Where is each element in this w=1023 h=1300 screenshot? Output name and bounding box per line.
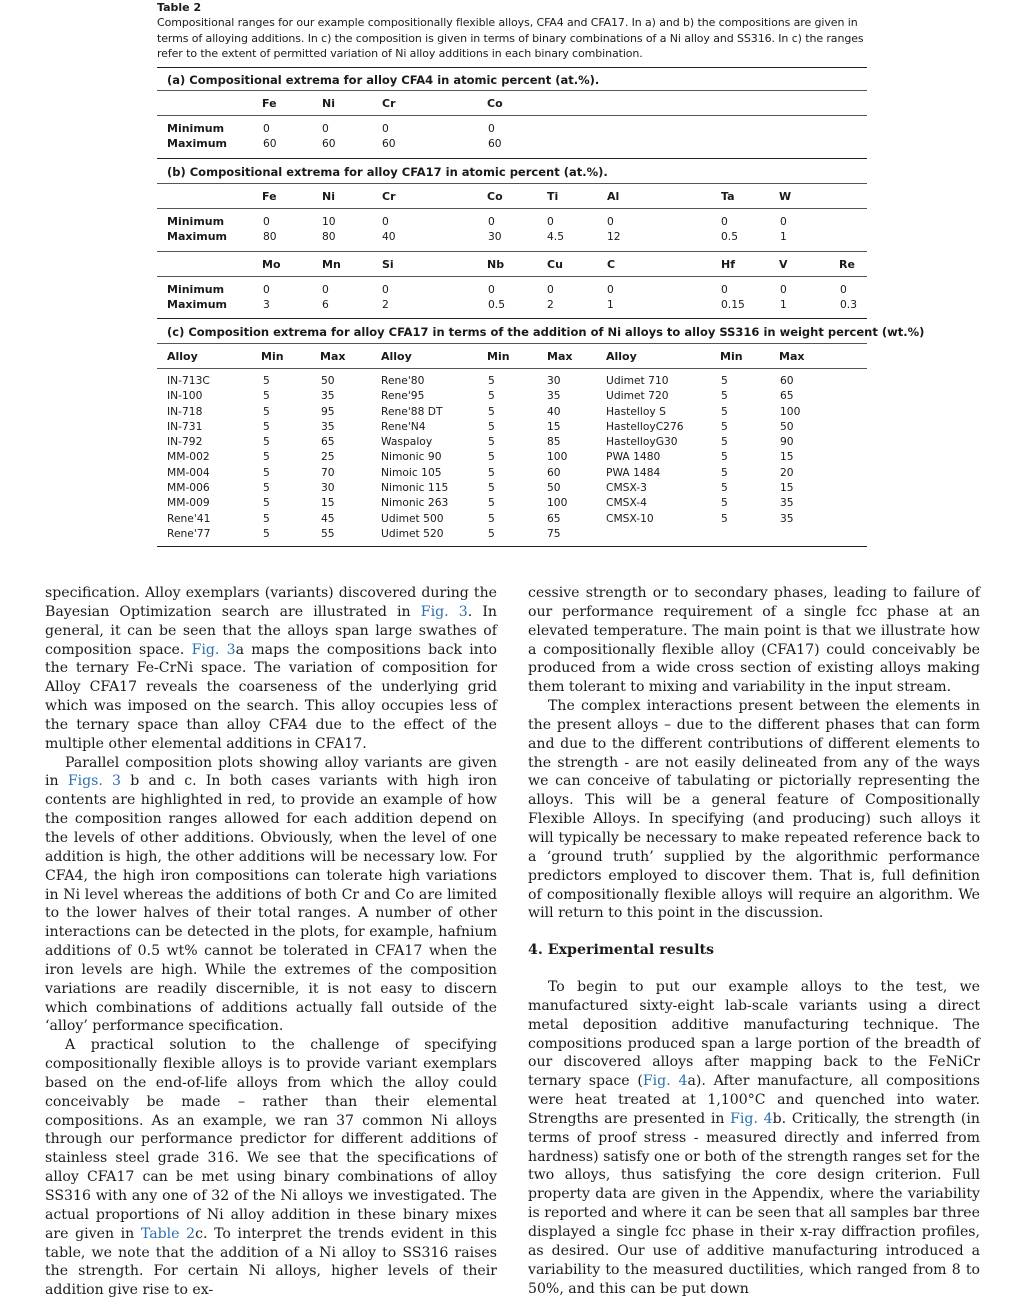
col-header: V <box>779 258 788 271</box>
cell: 0 <box>547 215 554 228</box>
cell: 1 <box>780 298 787 311</box>
rule <box>157 158 867 159</box>
row-label: Maximum <box>167 298 227 311</box>
rule <box>157 183 867 184</box>
alloy-name: Nimonic 90 <box>381 450 442 464</box>
cell: 4.5 <box>547 230 564 243</box>
max-value: 65 <box>321 435 335 449</box>
max-column <box>780 373 800 526</box>
cell: 1 <box>780 230 787 243</box>
cell: 60 <box>488 137 502 150</box>
max-value: 50 <box>321 374 335 387</box>
max-value: 15 <box>547 419 561 433</box>
cell: 0 <box>607 215 614 228</box>
col-header: Mo <box>262 258 281 271</box>
alloy-name: IN-713C <box>167 374 210 387</box>
cell: 1 <box>607 298 614 311</box>
cell: 80 <box>263 230 277 243</box>
cell: 10 <box>322 215 336 228</box>
cell: 0 <box>382 215 389 228</box>
max-value: 35 <box>321 389 335 403</box>
cell: 0 <box>322 283 329 296</box>
table-number: Table 2 <box>157 1 202 14</box>
cell: 0.15 <box>721 298 745 311</box>
figure-link[interactable]: Fig. 3 <box>420 603 468 620</box>
max-value: 50 <box>780 419 794 433</box>
min-value: 5 <box>488 389 495 403</box>
rule <box>157 276 867 277</box>
alloy-name: MM-009 <box>167 496 210 510</box>
text-run: b. Critically, the strength (in terms of proof stress - measured directly and inferred from hardness) satisfy one or both of the strength ranges set for the two alloys, thus satisfying the core design criterion. Full property data are given in the Appendix, where the variability is reported and where it can be seen that all samples bar three displayed a single fcc phase in their x-ray diffraction profiles, as desired. Our use of additive manufacturing introduced a variability to the measured ductilities, which ranged from 8 to 50%, and this can be put down <box>528 1110 980 1297</box>
max-value: 100 <box>547 450 568 464</box>
table-link[interactable]: Table 2 <box>140 1225 196 1242</box>
col-header: Fe <box>262 97 277 110</box>
cell: 0 <box>488 283 495 296</box>
cell: 0 <box>780 283 787 296</box>
text-run: . In general, it can be seen that the alloys span large swathes of composition space. <box>45 603 497 658</box>
alloy-name: HastelloyG30 <box>606 435 678 449</box>
row-label: Minimum <box>167 215 225 228</box>
min-column <box>721 373 728 526</box>
rule <box>157 368 867 369</box>
paragraph: cessive strength or to secondary phases, leading to failure of our performance requirement of a single fcc phase at an elevated temperature. The main point is that we illustrate how a compositionally flexible alloy (CFA17) could conceivably be produced from a wide cross section of existing alloys making them tolerant to mixing and variability in the input stream. <box>528 585 980 696</box>
max-value: 65 <box>547 511 561 525</box>
alloy-column <box>606 373 684 526</box>
max-value: 60 <box>780 374 794 387</box>
min-value: 5 <box>721 374 728 387</box>
section-a-title: (a) Compositional extrema for alloy CFA4 in atomic percent (at.%). <box>167 73 600 87</box>
max-value: 65 <box>780 389 794 403</box>
row-label: Maximum <box>167 137 227 150</box>
max-value: 35 <box>321 419 335 433</box>
row-label: Maximum <box>167 230 227 243</box>
text-run: b and c. In both cases variants with high iron contents are highlighted in red, to provide an example of how the composition ranges allowed for each addition depend on the levels of other additions. Obviously, when the level of one addition is high, the other additions will be necessary low. For CFA4, the high iron compositions can tolerate high variations in Ni level whereas the additions of both Cr and Co are limited to the lower halves of their total ranges. A number of other interactions can be detected in the plots, for example, hafnium additions of 0.5 wt% cannot be tolerated in CFA17 when the iron levels are high. While the extremes of the composition variations are readily discernible, it is not easy to discern which combinations of additions actually fall outside of the ‘alloy’ performance specification. <box>45 773 497 1035</box>
max-value: 15 <box>780 481 794 495</box>
col-header: Max <box>779 350 805 363</box>
paragraph <box>45 584 497 754</box>
min-value: 5 <box>488 450 495 464</box>
min-value: 5 <box>263 419 270 433</box>
max-value: 30 <box>547 374 561 387</box>
col-header: Alloy <box>167 350 198 363</box>
min-value: 5 <box>263 511 270 525</box>
min-value: 5 <box>721 389 728 403</box>
row-label: Minimum <box>167 122 225 135</box>
min-value: 5 <box>721 511 728 525</box>
cell: 0 <box>263 215 270 228</box>
alloy-column <box>381 373 448 541</box>
col-header: Alloy <box>606 350 637 363</box>
min-value: 5 <box>488 419 495 433</box>
max-value: 40 <box>547 404 561 418</box>
col-header: Alloy <box>381 350 412 363</box>
col-header: Nb <box>487 258 505 271</box>
cell: 0.5 <box>721 230 738 243</box>
cell: 2 <box>547 298 554 311</box>
cell: 60 <box>263 137 277 150</box>
alloy-name: Udimet 500 <box>381 511 444 525</box>
cell: 0 <box>840 283 847 296</box>
cell: 0 <box>721 215 728 228</box>
min-value: 5 <box>263 481 270 495</box>
col-header: Cr <box>382 97 396 110</box>
cell: 0 <box>488 215 495 228</box>
max-value: 100 <box>547 496 568 510</box>
max-column <box>321 373 335 541</box>
alloy-name: Rene'88 DT <box>381 404 443 418</box>
paragraph <box>528 978 980 1298</box>
alloy-name: IN-731 <box>167 419 203 433</box>
col-header: C <box>607 258 616 271</box>
max-value: 35 <box>547 389 561 403</box>
rule <box>157 67 867 68</box>
figure-link[interactable]: Fig. 3 <box>191 641 236 658</box>
alloy-name: IN-100 <box>167 389 203 403</box>
max-value: 35 <box>780 511 794 525</box>
cell: 40 <box>382 230 396 243</box>
cell: 0 <box>322 122 329 135</box>
min-value: 5 <box>488 374 495 387</box>
rule <box>157 546 867 547</box>
max-value: 35 <box>780 496 794 510</box>
rule <box>157 208 867 209</box>
text-run: a maps the compositions back into the ternary Fe-CrNi space. The variation of composition for Alloy CFA17 reveals the coarseness of the underlying grid which was imposed on the search. This alloy occupies less of the ternary space than alloy CFA4 due to the effect of the multiple other elemental additions in CFA17. <box>45 641 497 752</box>
alloy-name: CMSX-4 <box>606 496 647 510</box>
max-value: 30 <box>321 481 335 495</box>
text-run: Parallel composition plots showing alloy variants are given in <box>45 754 497 790</box>
max-value: 95 <box>321 404 335 418</box>
paragraph <box>45 1036 497 1300</box>
min-value: 5 <box>721 404 728 418</box>
max-column <box>547 373 567 541</box>
cell: 30 <box>488 230 502 243</box>
min-value: 5 <box>721 419 728 433</box>
figure-link[interactable]: Figs. 3 <box>67 773 122 790</box>
alloy-name: Udimet 720 <box>606 389 669 403</box>
col-header: Ni <box>322 97 335 110</box>
alloy-name: Rene'95 <box>381 389 425 403</box>
cell: 0 <box>263 122 270 135</box>
alloy-name: Nimonic 263 <box>381 496 449 510</box>
col-header: Re <box>839 258 855 271</box>
min-value: 5 <box>488 481 495 495</box>
alloy-name: MM-004 <box>167 465 210 479</box>
alloy-name: Udimet 520 <box>381 526 444 540</box>
cell: 0 <box>488 122 495 135</box>
min-value: 5 <box>721 465 728 479</box>
max-value: 50 <box>547 481 561 495</box>
alloy-name: Waspaloy <box>381 435 433 449</box>
alloy-name: Nimonic 115 <box>381 481 449 495</box>
col-header: Min <box>487 350 510 363</box>
alloy-name: Udimet 710 <box>606 374 669 387</box>
cell: 0 <box>263 283 270 296</box>
cell: 0 <box>721 283 728 296</box>
text-run: a). After manufacture, all compositions were heat treated at 1,100°C and quenched into water. Strengths are presented in <box>528 1073 980 1127</box>
col-header: Co <box>487 97 503 110</box>
section-c-title: (c) Composition extrema for alloy CFA17 in terms of the addition of Ni alloys to alloy SS316 in weight percent (wt.%) <box>167 325 925 339</box>
rule <box>157 115 867 116</box>
alloy-name: PWA 1480 <box>606 450 661 464</box>
cell: 6 <box>322 298 329 311</box>
alloy-name: Nimoic 105 <box>381 465 442 479</box>
col-header: Co <box>487 190 503 203</box>
cell: 0 <box>780 215 787 228</box>
cell: 0 <box>607 283 614 296</box>
min-value: 5 <box>488 526 495 540</box>
alloy-name: Hastelloy S <box>606 404 666 418</box>
section-heading: 4. Experimental results <box>528 942 714 959</box>
cell: 0.5 <box>488 298 505 311</box>
cell: 0 <box>382 122 389 135</box>
alloy-name: Rene'80 <box>381 374 425 387</box>
paragraph: The complex interactions present between the elements in the present alloys – due to the different phases that can form and due to the different contributions of different elements to the strength - are not easily delineated from any of the ways we can conceive of tabulating or pictorially representing the alloys. This will be a general feature of Compositionally Flexible Alloys. In specifying (and producing) such alloys it will typically be necessary to make repeated reference back to a ‘ground truth’ supplied by the algorithmic performance predictors employed to discover them. That is, full definition of compositionally flexible alloys will require an algorithm. We will return to this point in the discussion. <box>528 698 980 922</box>
col-header: Al <box>607 190 620 203</box>
alloy-name: PWA 1484 <box>606 465 661 479</box>
max-value: 25 <box>321 450 335 464</box>
alloy-name: Rene'N4 <box>381 419 426 433</box>
max-value: 85 <box>547 435 561 449</box>
min-value: 5 <box>488 435 495 449</box>
min-value: 5 <box>721 481 728 495</box>
alloy-name: Rene'41 <box>167 511 211 525</box>
min-value: 5 <box>263 496 270 510</box>
col-header: Ni <box>322 190 335 203</box>
body-column-left <box>45 584 497 1300</box>
max-value: 55 <box>321 526 335 540</box>
col-header: Hf <box>721 258 735 271</box>
col-header: Cu <box>547 258 563 271</box>
min-value: 5 <box>263 465 270 479</box>
col-header: Ta <box>721 190 735 203</box>
col-header: Mn <box>322 258 341 271</box>
cell: 0 <box>547 283 554 296</box>
section-b-title: (b) Compositional extrema for alloy CFA17 in atomic percent (at.%). <box>167 165 608 179</box>
body-column-right <box>528 584 980 1298</box>
alloy-name: MM-002 <box>167 450 210 464</box>
min-value: 5 <box>263 450 270 464</box>
min-value: 5 <box>263 404 270 418</box>
max-value: 15 <box>321 496 335 510</box>
min-value: 5 <box>488 496 495 510</box>
rule <box>157 251 867 252</box>
min-column <box>263 373 270 541</box>
rule <box>157 318 867 319</box>
col-header: Min <box>720 350 743 363</box>
paragraph <box>45 754 497 1037</box>
row-label: Minimum <box>167 283 225 296</box>
min-value: 5 <box>263 374 270 387</box>
col-header: Cr <box>382 190 396 203</box>
max-value: 100 <box>780 404 801 418</box>
max-value: 45 <box>321 511 335 525</box>
min-column <box>488 373 495 541</box>
min-value: 5 <box>721 450 728 464</box>
alloy-name: CMSX-3 <box>606 481 647 495</box>
min-value: 5 <box>721 496 728 510</box>
col-header: Si <box>382 258 394 271</box>
col-header: Max <box>547 350 573 363</box>
min-value: 5 <box>263 526 270 540</box>
col-header: Ti <box>547 190 559 203</box>
cell: 60 <box>322 137 336 150</box>
figure-link[interactable]: Fig. 4 <box>730 1110 773 1127</box>
cell: 2 <box>382 298 389 311</box>
text-run: c. To interpret the trends evident in this table, we note that the addition of a Ni alloy to SS316 raises the strength. For certain Ni alloys, higher levels of their addition give rise to ex- <box>45 1225 497 1299</box>
cell: 12 <box>607 230 621 243</box>
alloy-column <box>167 373 210 541</box>
alloy-name: CMSX-10 <box>606 511 654 525</box>
alloy-name: HastelloyC276 <box>606 419 684 433</box>
col-header: Min <box>261 350 284 363</box>
alloy-name: IN-792 <box>167 435 203 449</box>
max-value: 75 <box>547 526 561 540</box>
text-run: To begin to put our example alloys to the test, we manufactured sixty-eight lab-scale variants using a direct metal deposition additive manufacturing technique. The compositions produced span a large portion of the breadth of our discovered alloys after mapping back to the FeNiCr ternary space ( <box>528 979 980 1090</box>
text-run: A practical solution to the challenge of specifying compositionally flexible alloys is to provide variant exemplars based on the end-of-life alloys from which the alloy could conceivably be made – rather than their elemental compositions. As an example, we ran 37 common Ni alloys through our performance predictor for different additions of stainless steel grade 316. We see that the specifications of alloy CFA17 can be met using binary combinations of alloy SS316 with any one of 32 of the Ni alloys we investigated. The actual proportions of Ni alloy addition in these binary mixes are given in <box>45 1037 497 1242</box>
cell: 60 <box>382 137 396 150</box>
max-value: 60 <box>547 465 561 479</box>
alloy-name: Rene'77 <box>167 526 211 540</box>
table-caption: Compositional ranges for our example compositionally flexible alloys, CFA4 and CFA17. In a) and b) the compositions are given in terms of alloying additions. In c) the composition is given in terms of binary combinations of a Ni alloy and SS316. In c) the ranges refer to the extent of permitted variation of Ni alloy additions in each binary combination. <box>157 16 864 60</box>
alloy-name: MM-006 <box>167 481 210 495</box>
cell: 80 <box>322 230 336 243</box>
min-value: 5 <box>488 465 495 479</box>
figure-link[interactable]: Fig. 4 <box>642 1073 688 1090</box>
min-value: 5 <box>488 511 495 525</box>
col-header: W <box>779 190 792 203</box>
max-value: 70 <box>321 465 335 479</box>
min-value: 5 <box>488 404 495 418</box>
cell: 0.3 <box>840 298 857 311</box>
col-header: Max <box>320 350 346 363</box>
min-value: 5 <box>721 435 728 449</box>
rule <box>157 343 867 344</box>
min-value: 5 <box>263 435 270 449</box>
cell: 0 <box>382 283 389 296</box>
text-run: specification. Alloy exemplars (variants) discovered during the Bayesian Optimization search are illustrated in <box>45 585 497 620</box>
cell: 3 <box>263 298 270 311</box>
max-value: 15 <box>780 450 794 464</box>
col-header: Fe <box>262 190 277 203</box>
max-value: 20 <box>780 465 794 479</box>
rule <box>157 90 867 91</box>
min-value: 5 <box>263 389 270 403</box>
max-value: 90 <box>780 435 794 449</box>
alloy-name: IN-718 <box>167 404 203 418</box>
